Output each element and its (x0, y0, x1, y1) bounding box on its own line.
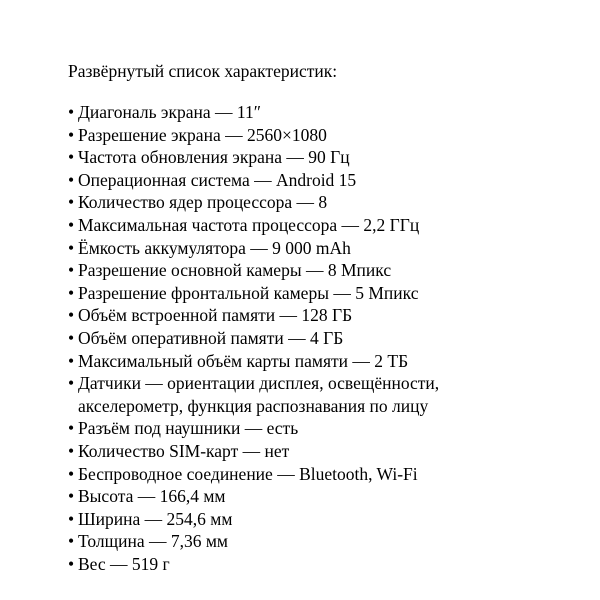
spec-item (68, 485, 488, 508)
spec-item (68, 553, 488, 576)
spec-text: Максимальная частота процессора — 2,2 ГГц (78, 214, 420, 235)
bullet-icon: • (68, 553, 75, 574)
spec-item (68, 259, 488, 282)
spec-item (68, 282, 488, 305)
spec-item (68, 327, 488, 350)
spec-text: Датчики — ориентации дисплея, освещённости, акселерометр, функция распознавания по лицу (78, 373, 440, 416)
spec-item (68, 124, 488, 147)
bullet-icon: • (68, 124, 75, 145)
spec-list (68, 101, 488, 575)
spec-text: Объём встроенной памяти — 128 ГБ (78, 305, 353, 326)
document-title: Развёрнутый список характеристик: (68, 61, 338, 81)
bullet-icon: • (68, 305, 75, 326)
spec-item (68, 304, 488, 327)
spec-item (68, 237, 488, 260)
spec-text: Операционная система — Android 15 (78, 169, 357, 190)
spec-item (68, 350, 488, 373)
spec-item (68, 417, 488, 440)
spec-item (68, 508, 488, 531)
bullet-icon: • (68, 418, 75, 439)
bullet-icon: • (68, 508, 75, 529)
bullet-icon: • (68, 102, 75, 122)
spec-item (68, 191, 488, 214)
spec-item (68, 530, 488, 553)
bullet-icon: • (68, 440, 75, 461)
spec-text: Количество SIM-карт — нет (78, 440, 290, 461)
bullet-icon: • (68, 169, 75, 190)
spec-text: Ёмкость аккумулятора — 9 000 mAh (78, 237, 351, 258)
spec-item (68, 214, 488, 237)
spec-text: Диагональ экрана — 11″ (78, 102, 261, 122)
spec-text: Разрешение экрана — 2560×1080 (78, 124, 327, 145)
spec-text: Максимальный объём карты памяти — 2 ТБ (78, 350, 409, 371)
spec-text: Разъём под наушники — есть (78, 418, 299, 439)
bullet-icon: • (68, 147, 75, 168)
bullet-icon: • (68, 373, 75, 394)
spec-text: Разрешение основной камеры — 8 Мпикс (78, 260, 392, 281)
spec-text: Высота — 166,4 мм (78, 486, 226, 507)
spec-item (68, 101, 488, 124)
bullet-icon: • (68, 214, 75, 235)
spec-item (68, 463, 488, 486)
spec-item (68, 146, 488, 169)
spec-text: Толщина — 7,36 мм (78, 531, 228, 552)
spec-item (68, 440, 488, 463)
bullet-icon: • (68, 350, 75, 371)
spec-text: Беспроводное соединение — Bluetooth, Wi-Fi (78, 463, 418, 484)
spec-text: Объём оперативной памяти — 4 ГБ (78, 327, 344, 348)
spec-text: Частота обновления экрана — 90 Гц (78, 147, 350, 168)
bullet-icon: • (68, 282, 75, 303)
bullet-icon: • (68, 486, 75, 507)
spec-text: Ширина — 254,6 мм (78, 508, 233, 529)
bullet-icon: • (68, 463, 75, 484)
bullet-icon: • (68, 192, 75, 213)
bullet-icon: • (68, 327, 75, 348)
spec-text: Разрешение фронтальной камеры — 5 Мпикс (78, 282, 419, 303)
bullet-icon: • (68, 260, 75, 281)
spec-text: Количество ядер процессора — 8 (78, 192, 328, 213)
bullet-icon: • (68, 531, 75, 552)
spec-text: Вес — 519 г (78, 553, 170, 574)
spec-item (68, 372, 488, 417)
spec-item (68, 169, 488, 192)
bullet-icon: • (68, 237, 75, 258)
